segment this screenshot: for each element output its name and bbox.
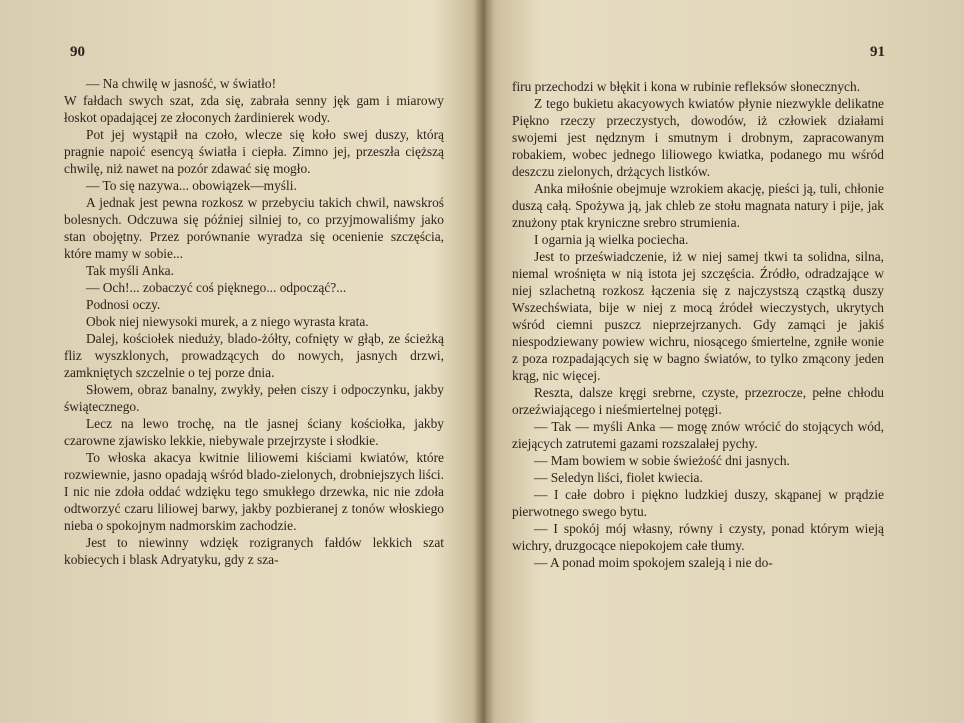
paragraph: I ogarnia ją wielka pociecha.: [534, 232, 689, 247]
paragraph: — Tak — myśli Anka — mogę znów wrócić do stojących wód, ziejących zatrutemi gazami rozszalałej pychy.: [512, 419, 884, 451]
paragraph: — Mam bowiem w sobie świeżość dni jasnych.: [534, 453, 790, 468]
paragraph: Obok niej niewysoki murek, a z niego wyrasta krata.: [86, 314, 369, 329]
paragraph: Podnosi oczy.: [86, 297, 161, 312]
paragraph: Dalej, kościołek nieduży, blado-żółty, cofnięty w głąb, ze ścieżką fliz wyszklonych, prowadzących do nowych, jasnych drzwi, zamkniętych szczelnie o tej porze dnia.: [64, 331, 444, 380]
paragraph: — Na chwilę w jasność, w światło!: [86, 76, 277, 91]
paragraph: firu przechodzi w błękit i kona w rubinie refleksów słonecznych.: [512, 79, 861, 94]
page-number-left: 90: [70, 44, 85, 60]
paragraph: Reszta, dalsze kręgi srebrne, czyste, przezrocze, pełne chłodu orzeźwiającego i nieśmiertelnej potęgi.: [512, 385, 884, 417]
paragraph: Z tego bukietu akacyowych kwiatów płynie niezwykle delikatne Piękno rzeczy przeczystych, dowodów, iż człowiek działami swojemi jest nędznym i smutnym i drobnym, zapracowanym robakiem, wobec jednego liliowego kwiatka, podanego mu wśród deszczu zielonych, drżących listków.: [512, 96, 884, 179]
paragraph: Lecz na lewo trochę, na tle jasnej ściany kościołka, jakby czarowne zjawisko lekkie, niebywale przejrzyste i słodkie.: [64, 416, 444, 448]
paragraph: Jest to przeświadczenie, iż w niej samej tkwi ta solidna, silna, niemal wrośnięta w nią istota jej szczęścia. Źródło, odradzające w niej szlachetną rozkosz łączenia się z najczystszą cząstką duszy Wszechświata, bije w niej z mocą źródeł wieczystych, ukrytych wśród ciemni puszcz nieprzejrzanych. Gdy zamąci je jakiś niespodziewany powiew wichru, niosącego śmiertelne, zgniłe wonie z poza rozpadających się w bagno światów, to tylko zmącony jeden krąg, nic więcej.: [512, 249, 884, 383]
paragraph: Pot jej wystąpił na czoło, wlecze się koło swej duszy, którą pragnie napoić esencyą światła i ciepła. Zimno jej, przeszła cięższą chwilę, niż nawet na pozór zdawać się mogło.: [64, 127, 444, 176]
paragraph: Tak myśli Anka.: [86, 263, 174, 278]
left-page-text: [64, 75, 444, 568]
paragraph: — To się nazywa... obowiązek—myśli.: [86, 178, 297, 193]
paragraph: Słowem, obraz banalny, zwykły, pełen ciszy i odpoczynku, jakby świątecznego.: [64, 382, 444, 414]
right-page: [482, 0, 964, 723]
paragraph: — Seledyn liści, fiolet kwiecia.: [534, 470, 703, 485]
paragraph: A jednak jest pewna rozkosz w przebyciu takich chwil, nawskroś bolesnych. Odczuwa się później silniej to, co przyjmowaliśmy jako stan obojętny. Przez porównanie wyradza się ocenienie szczęścia, które mamy w sobie...: [64, 195, 444, 261]
paragraph: — I całe dobro i piękno ludzkiej duszy, skąpanej w prądzie pierwotnego swego bytu.: [512, 487, 884, 519]
paragraph: Jest to niewinny wdzięk rozigranych fałdów lekkich szat kobiecych i blask Adryatyku, gdy z sza-: [64, 535, 444, 567]
right-page-text: [512, 78, 884, 571]
paragraph: W fałdach swych szat, zda się, zabrała senny jęk gam i miarowy łoskot opadającej ze złoconych żardinierek wody.: [64, 93, 444, 125]
page-number-right: 91: [870, 44, 885, 60]
paragraph: Anka miłośnie obejmuje wzrokiem akację, pieści ją, tuli, chłonie duszą całą. Spożywa ją, jak chleb ze stołu magnata natury i pije, jak znużony ptak kryniczne srebro strumienia.: [512, 181, 884, 230]
paragraph: — A ponad moim spokojem szaleją i nie do-: [534, 555, 773, 570]
paragraph: — I spokój mój własny, równy i czysty, ponad którym wieją wichry, druzgocące niepokojem całe tłumy.: [512, 521, 884, 553]
paragraph: To włoska akacya kwitnie liliowemi kiściami kwiatów, które rozwiewnie, jasno opadają wśród blado-zielonych, drobniejszych liści. I nic nie zdoła oddać wdzięku tego smukłego drzewka, nic nie zdoła odtworzyć czaru liliowej barwy, jakby pozbieranej z tonów włoskiego nieba o spokojnym nadmorskim zachodzie.: [64, 450, 444, 533]
paragraph: — Och!... zobaczyć coś pięknego... odpocząć?...: [86, 280, 347, 295]
